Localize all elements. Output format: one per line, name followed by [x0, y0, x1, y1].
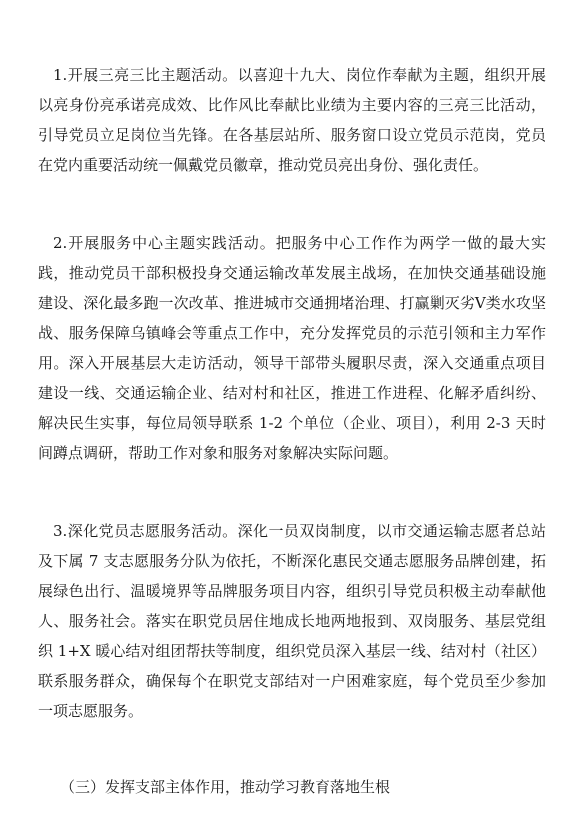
- paragraph-3: 3.深化党员志愿服务活动。深化一员双岗制度，以市交通运输志愿者总站及下属 7 支志愿服务分队为依托，不断深化惠民交通志愿服务品牌创建，拓展绿色出行、温暖境界等品牌服务项目内容，组织引导党员积极主动奉献他人、服务社会。落实在职党员居住地成长地两地报到、双岗服务、基层党组织 1+X 暖心结对组团帮扶等制度，组织党员深入基层一线、结对村（社区）联系服务群众，确保每个在职党支部结对一户困难家庭，每个党员至少参加一项志愿服务。: [38, 522, 546, 720]
- paragraph-2: 2.开展服务中心主题实践活动。把服务中心工作作为两学一做的最大实践，推动党员干部积极投身交通运输改革发展主战场，在加快交通基础设施建设、深化最多跑一次改革、推进城市交通拥堵治理、打赢剿灭劣Ⅴ类水攻坚战、服务保障乌镇峰会等重点工作中，充分发挥党员的示范引领和主力军作用。深入开展基层大走访活动，领导干部带头履职尽责，深入交通重点项目建设一线、交通运输企业、结对村和社区，推进工作进程、化解矛盾纠纷、解决民生实事，每位局领导联系 1-2 个单位（企业、项目），利用 2-3 天时间蹲点调研，帮助工作对象和服务对象解决实际问题。: [38, 234, 546, 462]
- section-heading: （三）发挥支部主体作用，推动学习教育落地生根: [60, 778, 391, 796]
- paragraph-1: 1.开展三亮三比主题活动。以喜迎十九大、岗位作奉献为主题，组织开展以亮身份亮承诺亮成效、比作风比奉献比业绩为主要内容的三亮三比活动，引导党员立足岗位当先锋。在各基层站所、服务窗口设立党员示范岗，党员在党内重要活动统一佩戴党员徽章，推动党员亮出身份、强化责任。: [38, 66, 546, 174]
- document-page: [38, 60, 546, 802]
